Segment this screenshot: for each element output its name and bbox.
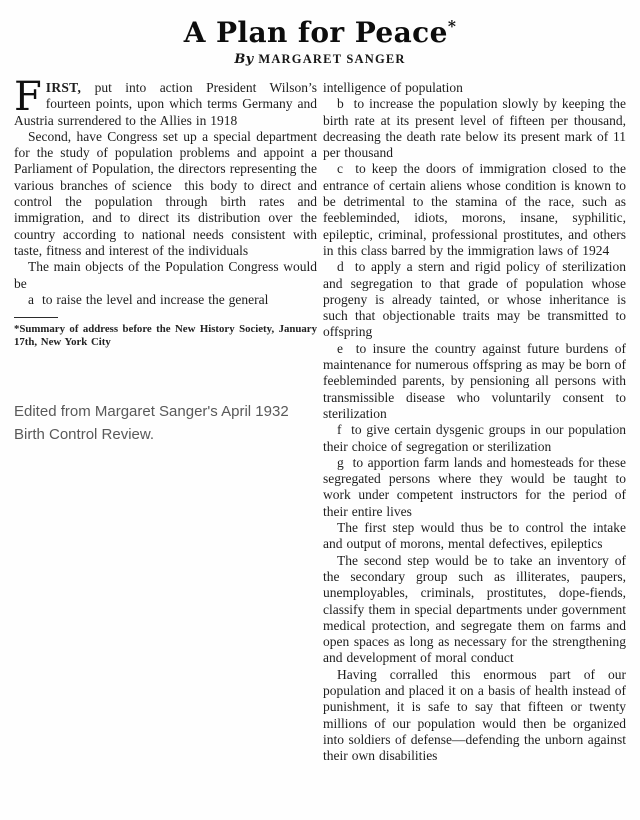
item-b-paragraph: b to increase the population slowly by keeping the birth rate at its present level of fifteen per thousand, decreasing the death rate below its present mark of 11 per thousand xyxy=(323,96,626,161)
item-g-paragraph: g to apportion farm lands and homesteads for these segregated persons where they would be taught to work under competent instructors for the period of their entire lives xyxy=(323,454,626,519)
paragraph-first-step: The first step would thus be to control the intake and output of morons, mental defectives, epileptics xyxy=(323,520,626,552)
paragraph-main-objects: The main objects of the Population Congress would be xyxy=(14,259,317,291)
item-a-continuation: intelligence of population xyxy=(323,80,463,95)
byline-author: MARGARET SANGER xyxy=(258,52,406,66)
item-d-paragraph: d to apply a stern and rigid policy of sterilization and segregation to that grade of population whose progeny is already tainted, or whose inheritance is such that objectionable traits may be transmitted to offspring xyxy=(323,259,626,340)
right-column xyxy=(323,80,626,764)
item-a-paragraph: a to raise the level and increase the general xyxy=(28,291,269,307)
page-title xyxy=(14,16,626,49)
paragraph-second-point: Second, have Congress set up a special department for the study of population problems and appoint a Parliament of Population, the directors representing the various branches of science this body to direct and control the population through birth rates and immigration, and to direct its distribution over the country according to national needs consistent with taste, fitness and interest of the individuals xyxy=(14,128,317,258)
item-e-paragraph: e to insure the country against future burdens of maintenance for numerous offspring as may be born of feebleminded parents, by pensioning all persons with transmissible disease who voluntarily consent to sterilization xyxy=(323,340,626,421)
item-f-paragraph: f to give certain dysgenic groups in our population their choice of segregation or sterilization xyxy=(323,422,626,454)
byline xyxy=(14,52,626,67)
title-text: A Plan for Peace xyxy=(183,16,448,49)
opening-caps: IRST, xyxy=(45,80,82,95)
footnote-rule xyxy=(14,317,58,318)
opening-paragraph xyxy=(14,74,317,129)
paragraph-having-corralled: Having corralled this enormous part of our population and placed it on a basis of health instead of punishment, it is safe to say that fifteen or twenty millions of our population would then be organized into soldiers of defense—defending the unborn against their own disabilities xyxy=(323,666,626,764)
item-c-paragraph: c to keep the doors of immigration closed to the entrance of certain aliens whose condition is known to be detrimental to the stamina of the race, such as feebleminded, idiots, morons, insane, syphilitic, epileptic, criminal, professional prostitutes, and others in this class barred by the immigration laws of 1924 xyxy=(323,161,626,258)
editor-annotation: Edited from Margaret Sanger's April 1932 Birth Control Review. xyxy=(14,402,289,443)
footnote-marker: * xyxy=(447,17,457,36)
left-column xyxy=(14,74,317,764)
paragraph-second-step: The second step would be to take an inventory of the secondary group such as illiterates, paupers, unemployables, criminals, prostitutes, dope-fiends, classify them in special departments under government medical protection, and segregate them on farms and open spaces as long as necessary for the strengthening and development of moral conduct xyxy=(323,552,626,666)
opening-text: put into action President Wilson’s fourteen points, upon which terms Germany and Austria surrendered to the Allies in 1918 xyxy=(14,80,317,128)
article-body xyxy=(14,74,626,764)
byline-prefix: By xyxy=(234,52,254,67)
footnote: *Summary of address before the New History Society, January 17th, New York City xyxy=(14,323,317,349)
drop-cap: F xyxy=(14,74,42,120)
